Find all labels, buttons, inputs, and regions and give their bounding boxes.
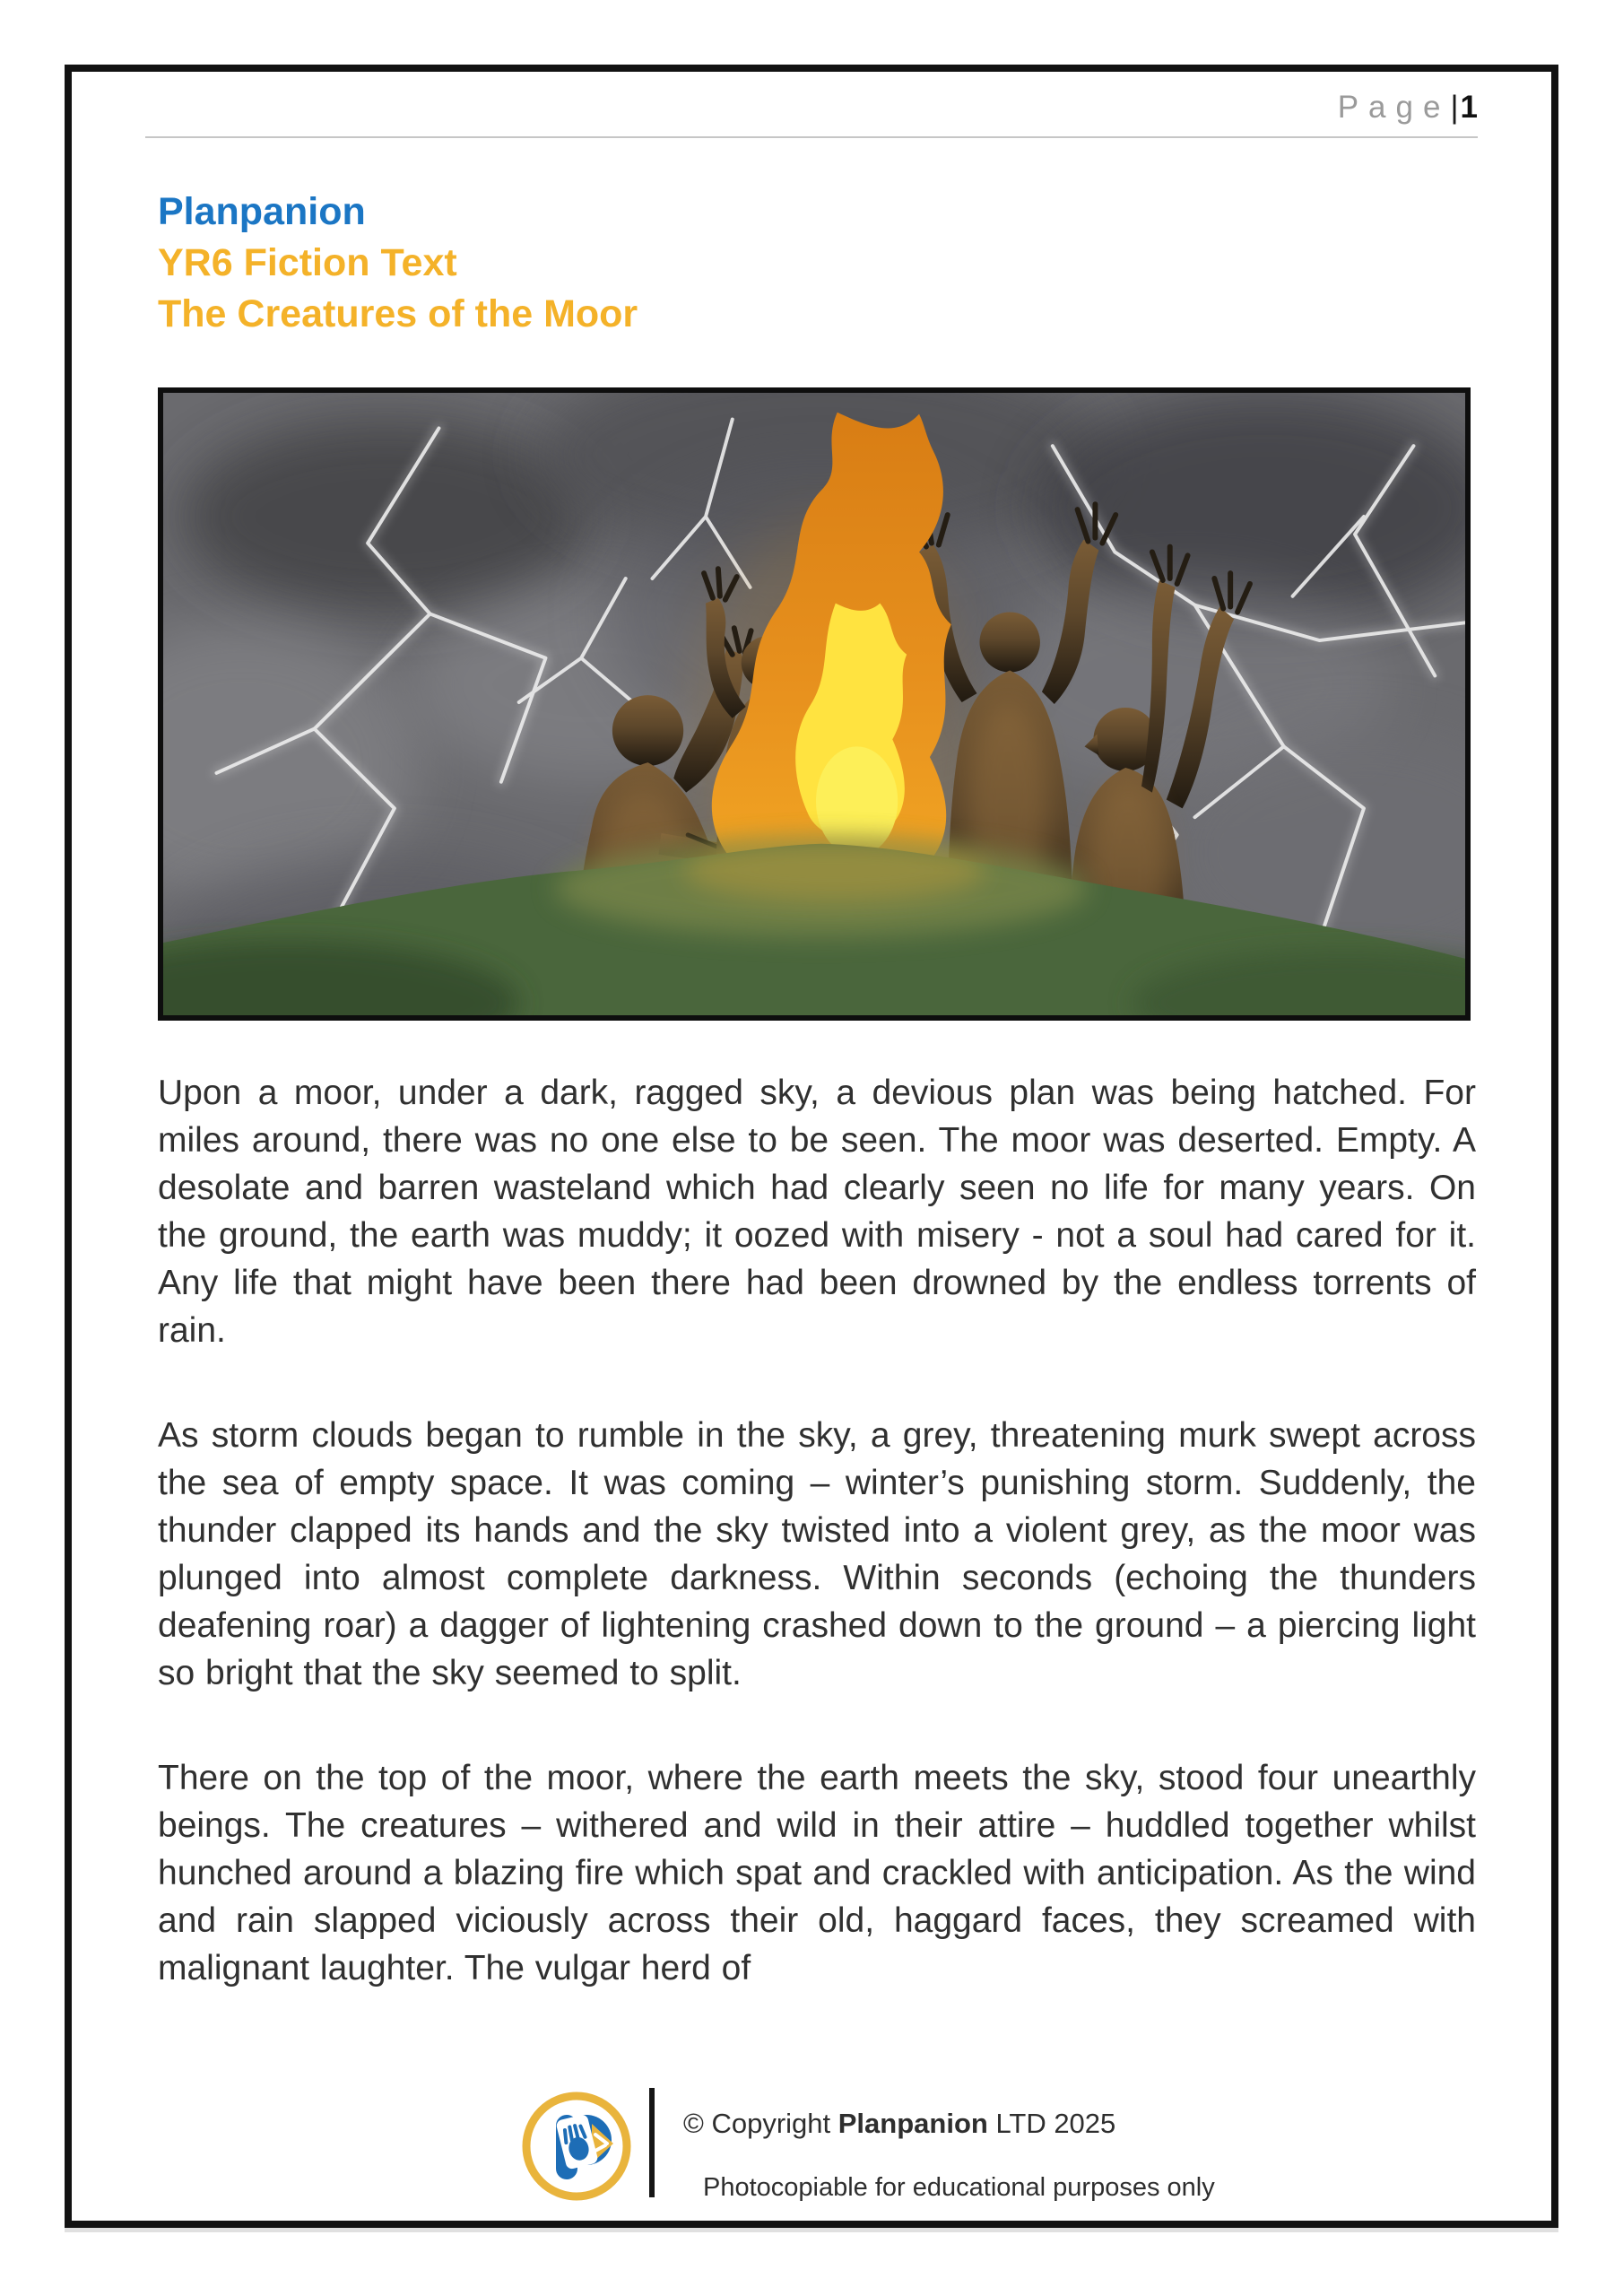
- page-number: 1: [1460, 90, 1478, 125]
- story-paragraph: As storm clouds began to rumble in the sky, a grey, threatening murk swept across the sea of empty space. It was coming – winter’s punishing storm. Suddenly, the thunder clapped its hands and the sky twisted into a violent grey, as the moor was plunged into almost complete darkness. Within seconds (echoing the thunders deafening roar) a dagger of lightening crashed down to the ground – a piercing light so bright that the sky seemed to split.: [158, 1416, 1476, 1692]
- brand-title: Planpanion: [158, 190, 366, 233]
- header-rule: [145, 136, 1478, 138]
- page-separator: |: [1450, 90, 1461, 125]
- moor-illustration: [158, 387, 1471, 1021]
- planpanion-logo-icon: [518, 2088, 635, 2205]
- story-paragraph: Upon a moor, under a dark, ragged sky, a devious plan was being hatched. For miles around, there was no one else to be seen. The moor was deserted. Empty. A desolate and barren wasteland which had clearly seen no life for many years. On the ground, the earth was muddy; it oozed with misery - not a soul had cared for it. Any life that might have been there had been drowned by the endless torrents of rain.: [158, 1074, 1476, 1350]
- photocopiable-note: Photocopiable for educational purposes only: [703, 2173, 1215, 2202]
- story-title: The Creatures of the Moor: [158, 292, 638, 335]
- copyright-suffix: LTD 2025: [987, 2108, 1116, 2139]
- creatures-around-fire-illustration: [163, 393, 1465, 1015]
- story-text: [158, 1069, 1476, 2049]
- footer-text: [683, 2108, 1215, 2203]
- title-block: [158, 187, 638, 340]
- footer-divider: [649, 2088, 655, 2197]
- copyright-line: [683, 2108, 1215, 2140]
- page-label: Page: [1337, 90, 1451, 125]
- page-header: [145, 90, 1478, 126]
- copyright-brand: Planpanion: [838, 2108, 988, 2139]
- story-paragraph: There on the top of the moor, where the earth meets the sky, stood four unearthly beings. The creatures – withered and wild in their attire – huddled together whilst hunched around a blazing fire which spat and crackled with anticipation. As the wind and rain slapped viciously across their old, haggard faces, they screamed with malignant laughter. The vulgar herd of: [158, 1759, 1476, 1987]
- series-subtitle: YR6 Fiction Text: [158, 241, 457, 284]
- copyright-prefix: © Copyright: [683, 2108, 838, 2139]
